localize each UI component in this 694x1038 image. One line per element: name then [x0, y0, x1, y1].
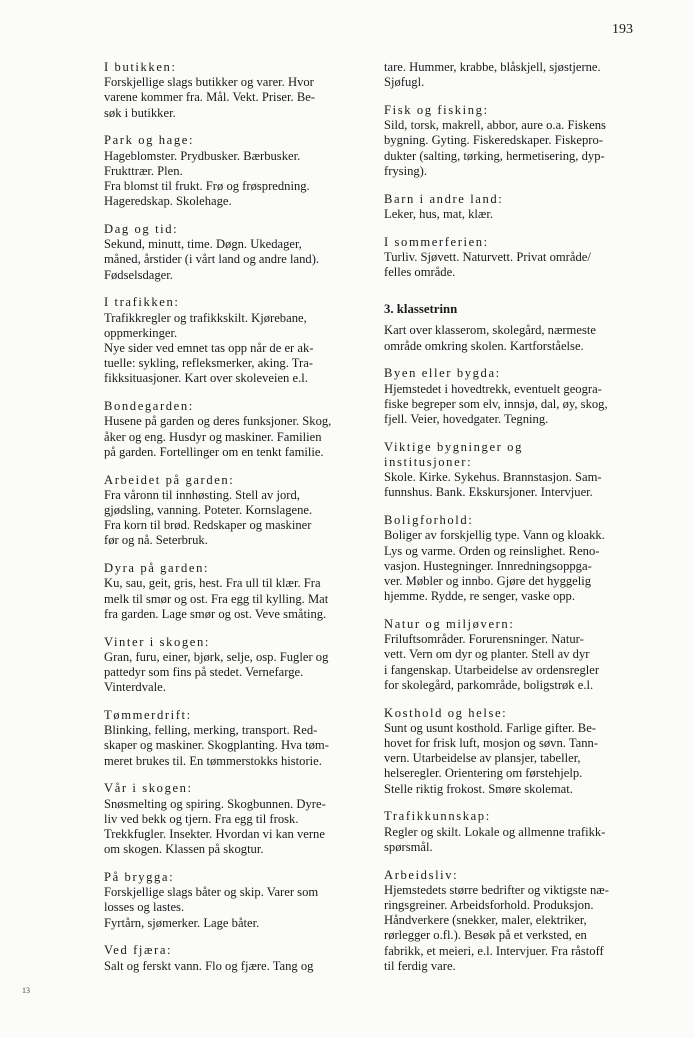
text-line: funnshus. Bank. Ekskursjoner. Intervjuer.	[384, 485, 593, 500]
text-line: Trekkfugler. Insekter. Hvordan vi kan verne	[104, 827, 325, 842]
text-line: frysing).	[384, 163, 428, 178]
page-number: 193	[612, 22, 633, 37]
text-line: Hageredskap. Skolehage.	[104, 194, 232, 209]
section-heading: Ved fjæra:	[104, 943, 173, 958]
section	[384, 366, 642, 427]
section-body	[104, 414, 362, 460]
text-line: Ku, sau, geit, gris, hest. Fra ull til klær. Fra	[104, 576, 321, 591]
text-line: fjell. Veier, hovedgater. Tegning.	[384, 412, 549, 427]
text-line: område omkring skolen. Kartforståelse.	[384, 338, 584, 353]
section-body	[384, 60, 642, 90]
section-heading: Barn i andre land:	[384, 191, 504, 206]
signature-mark: 13	[22, 986, 30, 995]
section-heading: Tømmerdrift:	[104, 708, 192, 723]
section-heading: Arbeidsliv:	[384, 867, 459, 882]
text-line: Stelle riktig frokost. Smøre skolemat.	[384, 781, 573, 796]
section-heading: Arbeidet på garden:	[104, 472, 235, 487]
section	[384, 617, 642, 693]
text-line: søk i butikker.	[104, 105, 176, 120]
section-heading: Dyra på garden:	[104, 561, 210, 576]
section-body	[384, 825, 642, 855]
text-line: pattedyr som fins på stedet. Vernefarge.	[104, 665, 304, 680]
text-line: Kart over klasserom, skolegård, nærmeste	[384, 323, 596, 338]
section	[104, 870, 362, 931]
text-line: til ferdig vare.	[384, 958, 456, 973]
section-body	[384, 382, 642, 428]
section-heading: På brygga:	[104, 870, 175, 885]
section-body	[384, 883, 642, 974]
section-heading: Byen eller bygda:	[384, 366, 501, 381]
text-line: Sekund, minutt, time. Døgn. Ukedager,	[104, 237, 302, 252]
text-line: oppmerkinger.	[104, 325, 178, 340]
section-body	[104, 885, 362, 931]
text-line: liv ved bekk og tjern. Fra egg til frosk.	[104, 811, 299, 826]
text-line: Fødselsdager.	[104, 267, 173, 282]
right-column	[384, 60, 642, 987]
section-body	[104, 149, 362, 210]
section-heading: Viktige bygninger og	[384, 439, 523, 454]
text-line: Turliv. Sjøvett. Naturvett. Privat område/	[384, 249, 591, 264]
text-line: før og nå. Seterbruk.	[104, 533, 208, 548]
section	[384, 103, 642, 179]
text-line: for skolegård, parkområde, boligstrøk e.l.	[384, 677, 594, 692]
text-line: Forskjellige slags båter og skip. Varer som	[104, 885, 319, 900]
text-line: ver. Møbler og innbo. Gjøre det hyggelig	[384, 574, 592, 589]
text-line: Regler og skilt. Lokale og allmenne trafikk-	[384, 824, 606, 839]
section-body	[104, 797, 362, 858]
text-line: bygning. Gyting. Fiskeredskaper. Fiskepro-	[384, 133, 603, 148]
grade-heading: 3. klassetrinn	[384, 302, 458, 317]
text-line: fikksituasjoner. Kart over skoleveien e.l.	[104, 371, 308, 386]
section-heading: Boligforhold:	[384, 513, 474, 528]
text-line: spørsmål.	[384, 839, 433, 854]
text-line: melk til smør og ost. Fra egg til kylling. Mat	[104, 591, 329, 606]
section	[104, 473, 362, 549]
section	[104, 133, 362, 209]
text-line: Fyrtårn, sjømerker. Lage båter.	[104, 915, 260, 930]
text-line: Frukttrær. Plen.	[104, 163, 183, 178]
text-line: åker og eng. Husdyr og maskiner. Familien	[104, 429, 322, 444]
section-heading: Dag og tid:	[104, 222, 179, 237]
section-body	[384, 632, 642, 693]
section-heading: Fisk og fisking:	[384, 103, 489, 117]
text-line: Gran, furu, einer, bjørk, selje, osp. Fugler og	[104, 649, 329, 664]
text-line: Sjøfugl.	[384, 75, 425, 90]
text-line: Trafikkregler og trafikkskilt. Kjørebane,	[104, 310, 307, 325]
section-body	[104, 650, 362, 696]
section-body	[104, 237, 362, 283]
text-line: fra garden. Lage smør og ost. Veve småting.	[104, 606, 327, 621]
section-body	[104, 959, 362, 974]
text-line: Blinking, felling, merking, transport. Red-	[104, 723, 318, 738]
text-line: fiske begreper som elv, innsjø, dal, øy, skog,	[384, 396, 608, 411]
section-body	[104, 576, 362, 622]
section-body	[104, 488, 362, 549]
text-line: Boliger av forskjellig type. Vann og kloakk.	[384, 528, 605, 543]
text-line: Sunt og usunt kosthold. Farlige gifter. Be-	[384, 720, 596, 735]
section-body	[104, 723, 362, 769]
text-line: vasjon. Hustegninger. Innredningsoppga-	[384, 558, 592, 573]
section-heading: Bondegarden:	[104, 399, 194, 414]
section	[104, 399, 362, 460]
text-line: hovet for frisk luft, mosjon og søvn. Tann-	[384, 736, 599, 751]
section-heading: I butikken:	[104, 60, 177, 74]
section	[104, 222, 362, 283]
text-line: måned, årstider (i vårt land og andre land).	[104, 252, 320, 267]
text-line: skaper og maskiner. Skogplanting. Hva tøm-	[104, 738, 329, 753]
text-line: Forskjellige slags butikker og varer. Hvor	[104, 75, 314, 90]
text-line: Friluftsområder. Forurensninger. Natur-	[384, 632, 584, 647]
section	[104, 635, 362, 696]
text-line: på garden. Fortellinger om en tenkt familie.	[104, 444, 324, 459]
section-heading: Trafikkunnskap:	[384, 809, 491, 824]
section-body	[384, 528, 642, 604]
section-heading: Park og hage:	[104, 133, 195, 148]
text-line: om skogen. Klassen på skogtur.	[104, 842, 264, 857]
section	[104, 561, 362, 622]
text-line: Hageblomster. Prydbusker. Bærbusker.	[104, 148, 301, 163]
section-heading: Natur og miljøvern:	[384, 617, 515, 632]
text-line: Fra blomst til frukt. Frø og frøspredning.	[104, 179, 310, 194]
section	[384, 868, 642, 974]
section	[384, 513, 642, 604]
section	[104, 943, 362, 973]
text-line: losses og lastes.	[104, 900, 185, 915]
text-line: hjemme. Rydde, re senger, vaske opp.	[384, 589, 575, 604]
text-line: helseregler. Orientering om førstehjelp.	[384, 766, 583, 781]
text-line: Hjemstedets større bedrifter og viktigste næ-	[384, 882, 609, 897]
section	[384, 440, 642, 501]
text-line: Fra våronn til innhøsting. Stell av jord,	[104, 487, 300, 502]
text-line: fabrikk, et meieri, e.l. Intervjuer. Fra råstoff	[384, 943, 604, 958]
section	[104, 295, 362, 386]
text-line: Snøsmelting og spiring. Skogbunnen. Dyre-	[104, 796, 326, 811]
text-line: vern. Utarbeidelse av plansjer, tabeller,	[384, 751, 581, 766]
section-body	[384, 207, 642, 222]
text-line: i fangenskap. Utarbeidelse av ordensregler	[384, 662, 600, 677]
text-line: dukter (salting, tørking, hermetisering, dyp-	[384, 148, 605, 163]
section-heading: Vinter i skogen:	[104, 634, 210, 649]
text-line: Sild, torsk, makrell, abbor, aure o.a. Fiskens	[384, 118, 606, 133]
section-body	[384, 323, 642, 353]
section-body	[384, 470, 642, 500]
section-body	[384, 250, 642, 280]
section-body	[384, 721, 642, 797]
section-heading: I sommerferien:	[384, 234, 489, 249]
section	[384, 809, 642, 855]
text-line: Husene på garden og deres funksjoner. Skog,	[104, 414, 332, 429]
text-line: Lys og varme. Orden og reinslighet. Reno-	[384, 543, 600, 558]
section	[104, 781, 362, 857]
section	[104, 708, 362, 769]
text-line: Leker, hus, mat, klær.	[384, 206, 493, 221]
section	[104, 60, 362, 121]
text-line: tuelle: sykling, refleksmerker, aking. Tra-	[104, 356, 313, 371]
text-line: tare. Hummer, krabbe, blåskjell, sjøstjerne.	[384, 60, 601, 74]
text-line: meret brukes til. En tømmerstokks historie.	[104, 753, 322, 768]
text-line: Skole. Kirke. Sykehus. Brannstasjon. Sam-	[384, 470, 602, 485]
text-line: gjødsling, vanning. Poteter. Kornslagene.	[104, 503, 313, 518]
section-body	[104, 75, 362, 121]
section	[384, 323, 642, 353]
text-line: Salt og ferskt vann. Flo og fjære. Tang og	[104, 958, 314, 973]
text-line: vett. Vern om dyr og planter. Stell av dyr	[384, 647, 590, 662]
right-column-bottom	[384, 323, 642, 974]
section-body	[384, 118, 642, 179]
text-line: felles område.	[384, 265, 456, 280]
left-column	[104, 60, 362, 986]
text-line: Nye sider ved emnet tas opp når de er ak-	[104, 341, 314, 356]
section	[384, 706, 642, 797]
text-line: Fra korn til brød. Redskaper og maskiner	[104, 518, 312, 533]
section-heading: Kosthold og helse:	[384, 705, 508, 720]
text-line: Hjemstedet i hovedtrekk, eventuelt geogra-	[384, 381, 602, 396]
section-heading: I trafikken:	[104, 295, 180, 310]
text-line: varene kommer fra. Mål. Vekt. Priser. Be-	[104, 90, 315, 105]
section	[384, 192, 642, 222]
text-line: Vinterdvale.	[104, 680, 166, 695]
text-line: Håndverkere (snekker, maler, elektriker,	[384, 913, 587, 928]
text-line: ringsgreiner. Arbeidsforhold. Produksjon.	[384, 898, 594, 913]
section	[384, 60, 642, 90]
section-body	[104, 311, 362, 387]
section-heading: institusjoner:	[384, 455, 473, 470]
right-column-top	[384, 60, 642, 280]
section	[384, 235, 642, 281]
section-heading: Vår i skogen:	[104, 781, 193, 796]
text-line: rørlegger o.fl.). Besøk på et verksted, en	[384, 928, 587, 943]
